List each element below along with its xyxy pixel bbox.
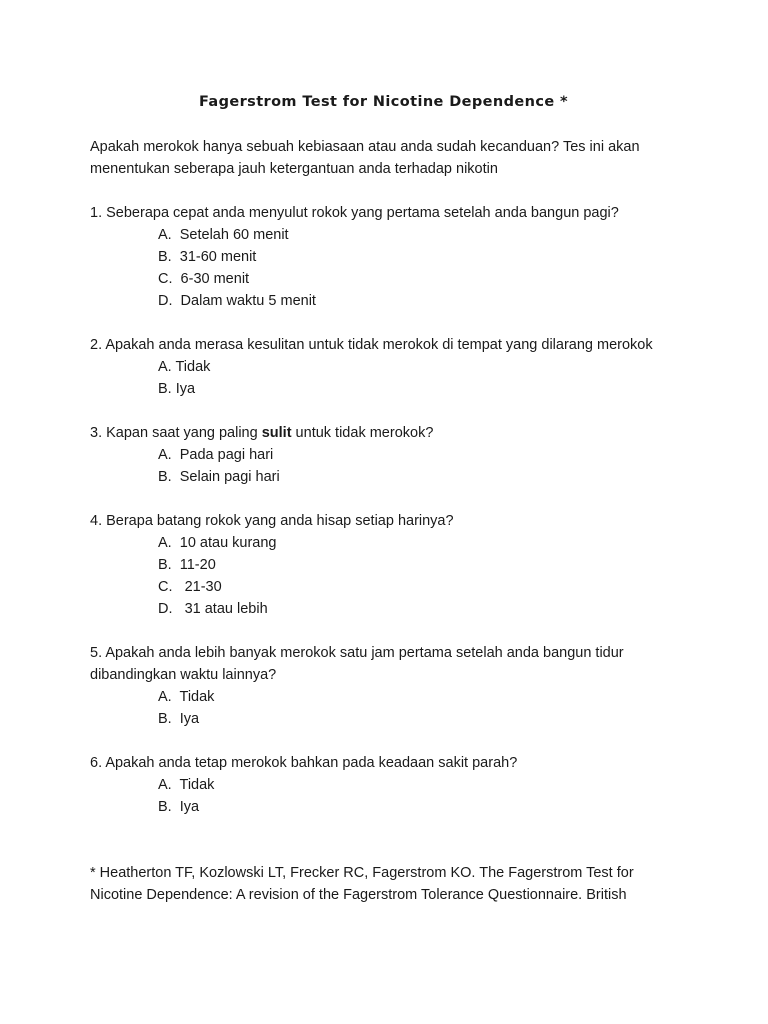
question-text-after: untuk tidak merokok? — [291, 425, 434, 441]
option-b: B. 31-60 menit — [158, 249, 257, 265]
option-a: A. Setelah 60 menit — [158, 227, 289, 243]
document-title: Fagerstrom Test for Nicotine Dependence * — [198, 94, 569, 110]
reference-footnote: * Heatherton TF, Kozlowski LT, Frecker RC, Fagerstrom KO. The Fagerstrom Test for Nicotine Dependence: A revision of the Fagerstrom Tolerance Questionnaire. British — [90, 865, 634, 903]
option-b: B. Iya — [158, 711, 200, 727]
option-b: B. Selain pagi hari — [158, 469, 280, 485]
question-text: 1. Seberapa cepat anda menyulut rokok yang pertama setelah anda bangun pagi? — [90, 205, 619, 221]
question-text: 4. Berapa batang rokok yang anda hisap setiap harinya? — [90, 513, 454, 529]
question-text: 6. Apakah anda tetap merokok bahkan pada keadaan sakit parah? — [90, 755, 518, 771]
options-list — [90, 356, 690, 400]
option-a: A. Pada pagi hari — [158, 447, 274, 463]
option-a: A. 10 atau kurang — [158, 535, 277, 551]
question-text: 5. Apakah anda lebih banyak merokok satu jam pertama setelah anda bangun tidur dibandingkan waktu lainnya? — [90, 645, 624, 683]
intro-paragraph: Apakah merokok hanya sebuah kebiasaan atau anda sudah kecanduan? Tes ini akan menentukan seberapa jauh ketergantuan anda terhadap nikotin — [90, 139, 640, 177]
question-5 — [90, 642, 690, 730]
option-b: B. Iya — [158, 799, 200, 815]
options-list — [90, 774, 690, 818]
question-text: 2. Apakah anda merasa kesulitan untuk tidak merokok di tempat yang dilarang merokok — [90, 337, 653, 353]
options-list — [90, 224, 690, 312]
question-2 — [90, 334, 690, 400]
question-6 — [90, 752, 690, 818]
question-4 — [90, 510, 690, 620]
question-1 — [90, 202, 690, 312]
option-a: A. Tidak — [158, 359, 211, 375]
question-text — [90, 422, 690, 444]
option-c: C. 21-30 — [158, 579, 222, 595]
options-list — [90, 532, 690, 620]
document-page — [90, 91, 690, 906]
option-c: C. 6-30 menit — [158, 271, 250, 287]
options-list — [90, 686, 690, 730]
options-list — [90, 444, 690, 488]
option-a: A. Tidak — [158, 777, 215, 793]
option-a: A. Tidak — [158, 689, 215, 705]
option-d: D. 31 atau lebih — [158, 601, 268, 617]
question-3 — [90, 422, 690, 488]
option-d: D. Dalam waktu 5 menit — [158, 293, 316, 309]
option-b: B. Iya — [158, 381, 196, 397]
question-text-bold: sulit — [261, 425, 292, 441]
question-text-before: 3. Kapan saat yang paling — [90, 425, 262, 441]
option-b: B. 11-20 — [158, 557, 216, 573]
